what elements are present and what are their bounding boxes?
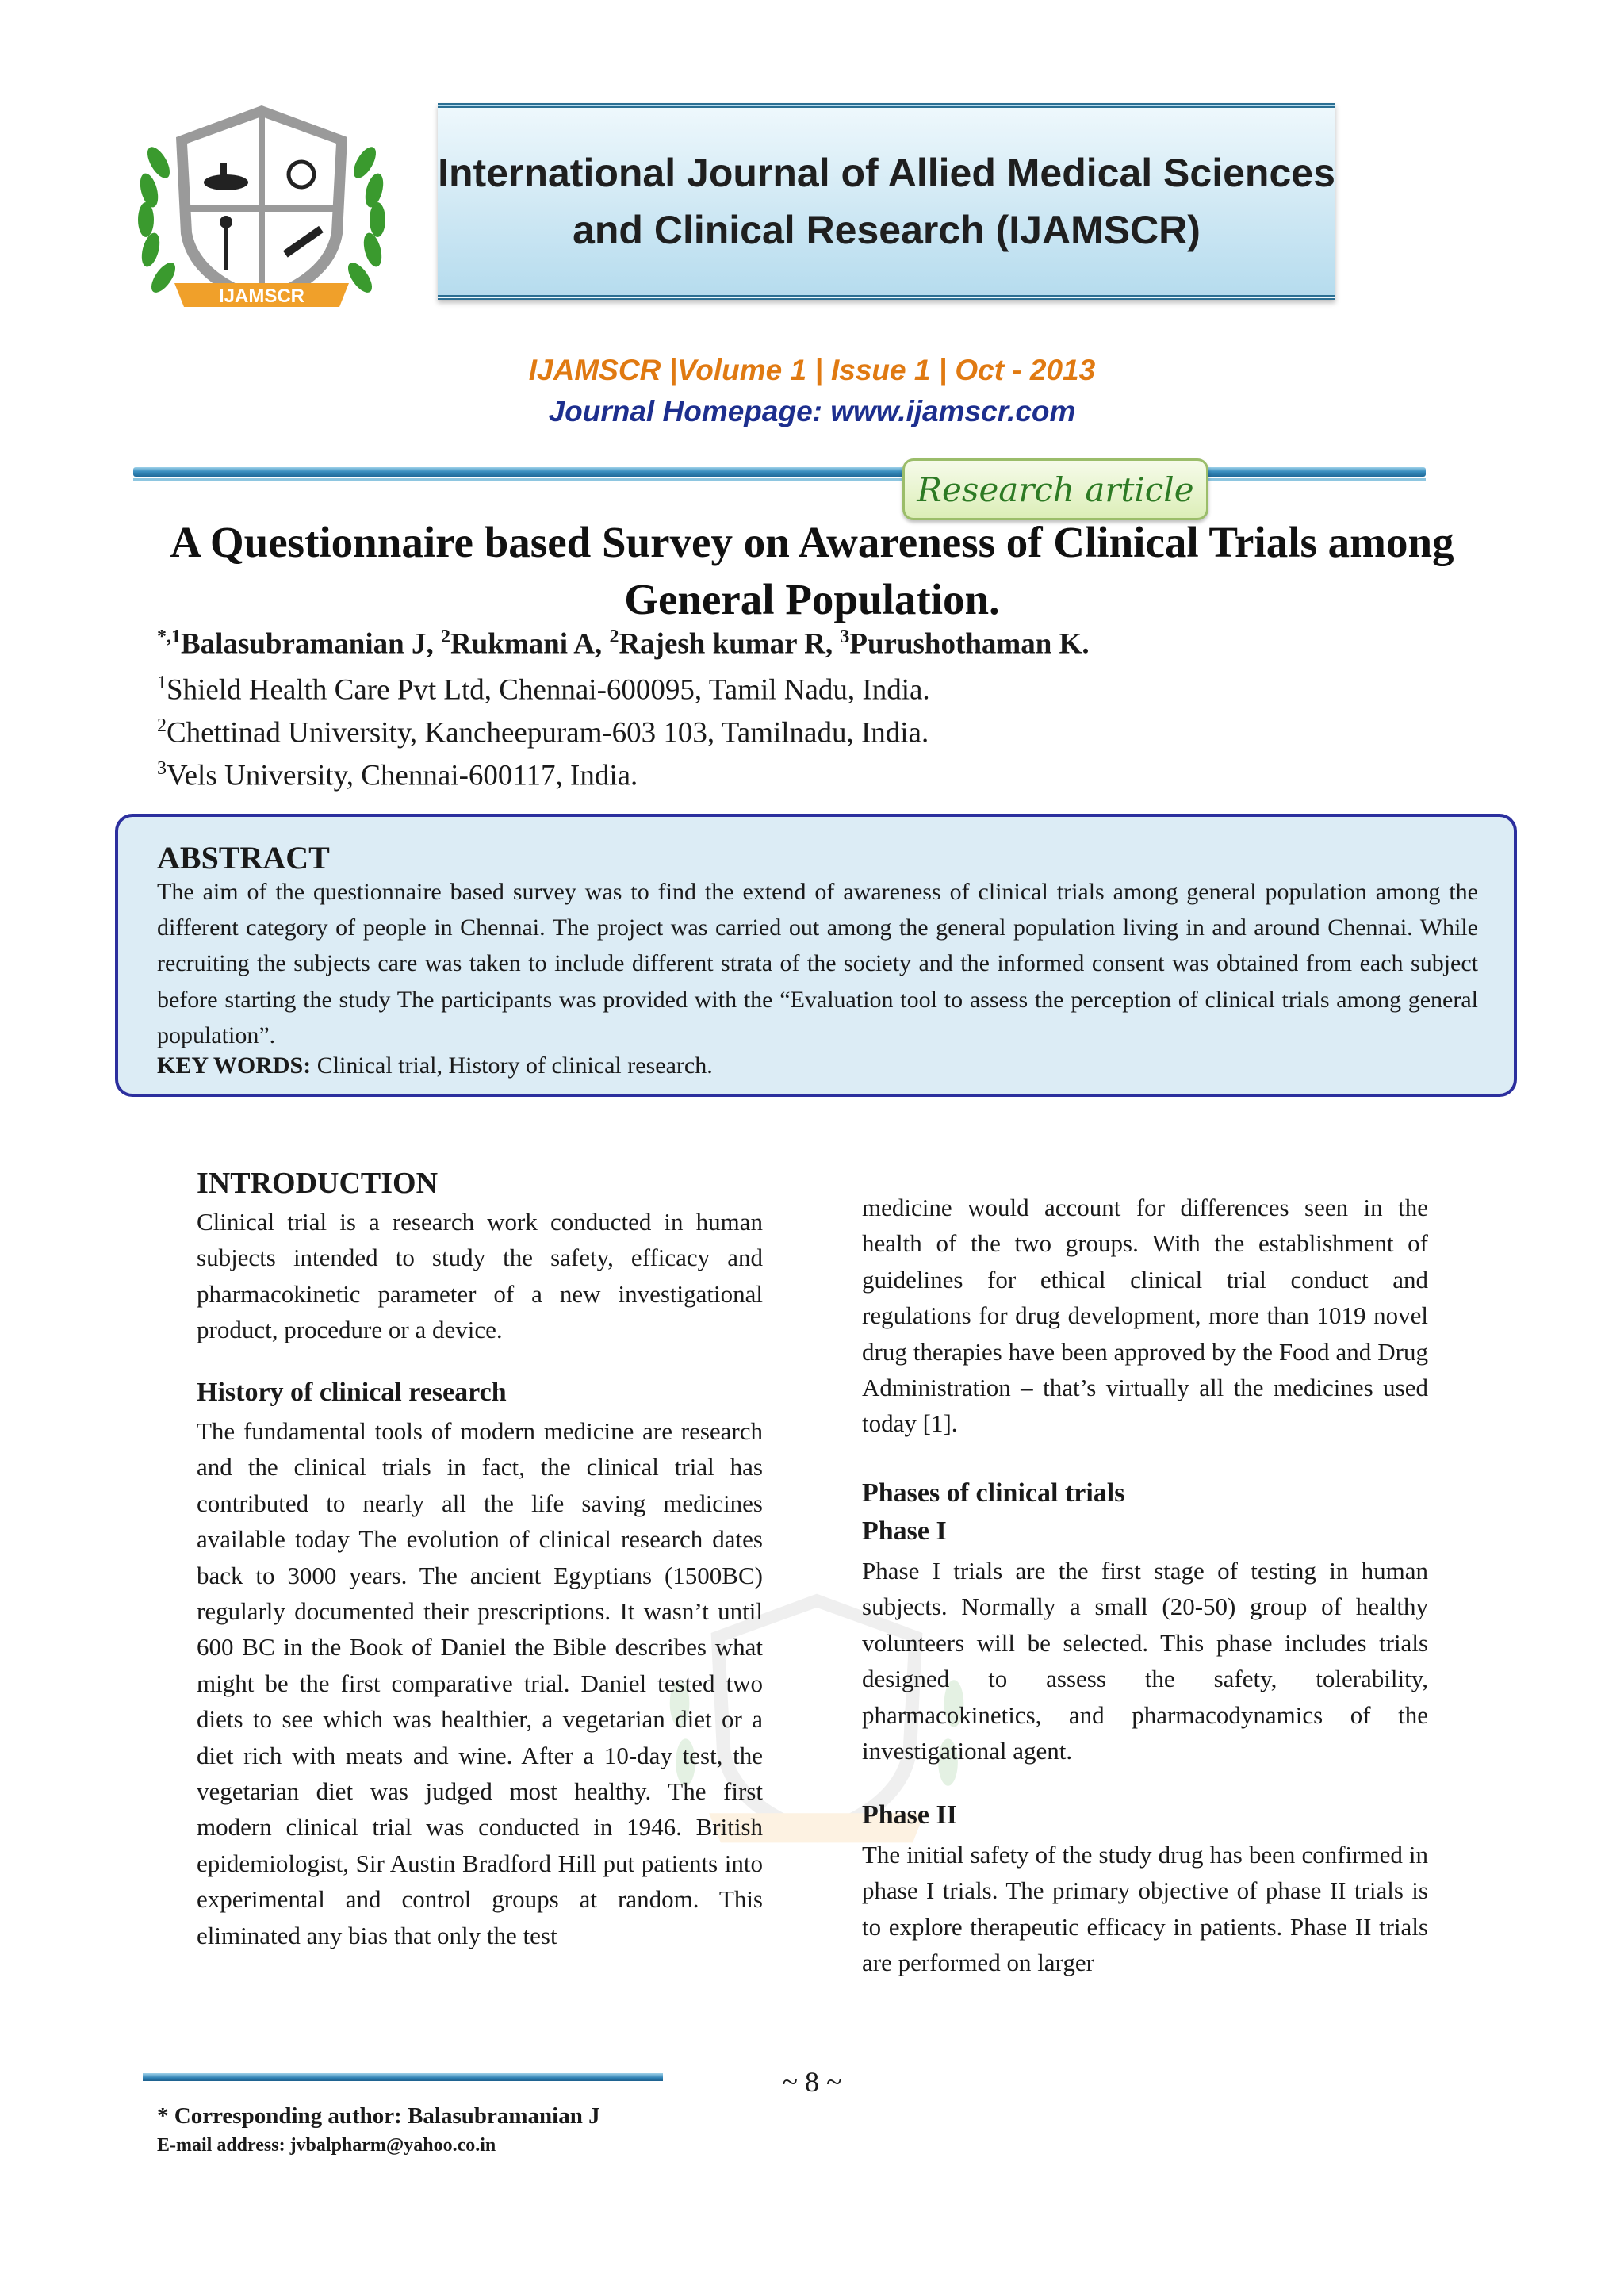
affiliation-sup: 3 xyxy=(157,758,167,779)
author-name: Rukmani A, xyxy=(450,627,603,661)
author-sup: 2 xyxy=(609,627,619,647)
journal-title-line2: and Clinical Research (IJAMSCR) xyxy=(573,208,1201,252)
history-paragraph: The fundamental tools of modern medicine are research and the clinical trials in fact, the clinical trial has contributed to nearly all the life saving medicines available today The evolution of clinical research dates back to 3000 years. The ancient Egyptians (1500BC) regularly documented their prescriptions. It wasn’t until 600 BC in the Book of Daniel the Bible describes what might be the first comparative trial. Daniel tested two diets to see which was healthier, a vegetarian diet or a diet rich with meats and wine. After a 10-day test, the vegetarian diet was judged most healthy. The first modern clinical trial was conducted in 1946. British epidemiologist, Sir Austin Bradford Hill put patients into experimental and control groups at random. This eliminated any bias that only the test xyxy=(197,1417,763,1949)
article-type-badge: Research article xyxy=(902,458,1208,520)
affiliation-text: Vels University, Chennai-600117, India. xyxy=(167,759,638,792)
section-heading-history: History of clinical research xyxy=(197,1378,507,1407)
issue-line: IJAMSCR |Volume 1 | Issue 1 | Oct - 2013 xyxy=(528,354,1096,386)
journal-logo xyxy=(127,99,396,337)
keywords xyxy=(157,1052,713,1079)
section-heading-phase2: Phase II xyxy=(862,1800,957,1830)
author-name: Purushothaman K. xyxy=(849,627,1090,661)
author-sup: *,1 xyxy=(157,627,181,647)
article-title: A Questionnaire based Survey on Awareness of Clinical Trials among General Population. xyxy=(170,518,1454,623)
keywords-label: KEY WORDS: xyxy=(157,1052,312,1079)
logo-text: IJAMSCR xyxy=(218,286,305,307)
author-name: Balasubramanian J xyxy=(181,627,427,661)
author-sup: 3 xyxy=(840,627,850,647)
header-rule-thin xyxy=(133,478,1426,481)
affiliation-sup: 1 xyxy=(157,673,167,693)
corresponding-author: * Corresponding author: Balasubramanian J xyxy=(157,2103,600,2129)
header-rule xyxy=(133,467,1426,477)
abstract-heading: ABSTRACT xyxy=(157,840,330,876)
phase2-paragraph: The initial safety of the study drug has been confirmed in phase I trials. The primary objective of phase II trials is to explore therapeutic efficacy in patients. Phase II trials are performed on larger xyxy=(862,1841,1428,1977)
continued-paragraph: medicine would account for differences seen in the health of the two groups. With the establishment of guidelines for ethical clinical trial conduct and regulations for drug development, more than 1019 novel drug therapies have been approved by the Food and Drug Administration – that’s virtually all the medicines used today [1]. xyxy=(862,1194,1428,1438)
section-heading-phase1: Phase I xyxy=(862,1516,947,1546)
author-list: $^{*,1}$Balasubramanian J, $^2$Rukmani A, $^2$Rajesh kumar R, $^3$Purushothaman K. xyxy=(157,627,1090,661)
section-heading-introduction: INTRODUCTION xyxy=(197,1167,439,1200)
affiliation xyxy=(157,673,930,707)
section-heading-phases: Phases of clinical trials xyxy=(862,1478,1125,1508)
page-number: ~ 8 ~ xyxy=(782,2066,842,2098)
keywords-text: Clinical trial, History of clinical research. xyxy=(311,1052,713,1079)
affiliation xyxy=(157,715,929,749)
journal-title-line1: International Journal of Allied Medical Sciences xyxy=(438,151,1335,195)
affiliation-sup: 2 xyxy=(157,715,167,736)
author-sup: 2 xyxy=(440,627,450,647)
affiliation-text: Shield Health Care Pvt Ltd, Chennai-600095, Tamil Nadu, India. xyxy=(167,673,930,707)
author-name: Rajesh kumar R, xyxy=(619,627,833,661)
homepage-line[interactable]: Journal Homepage: www.ijamscr.com xyxy=(548,395,1076,427)
abstract-text: The aim of the questionnaire based survey was to find the extend of awareness of clinical trials among general population among the different category of people in Chennai. The project was carried out among the general population living in and around Chennai. While recruiting the subjects care was taken to include different strata of the society and the informed consent was obtained from each subject before starting the study The participants was provided with the “Evaluation tool to assess the perception of clinical trials among general population”. xyxy=(157,879,1478,1048)
journal-title-banner xyxy=(438,103,1335,300)
author-email[interactable]: E-mail address: jvbalpharm@yahoo.co.in xyxy=(157,2135,496,2156)
phase1-paragraph: Phase I trials are the first stage of testing in human subjects. Normally a small (20-50) group of healthy volunteers will be selected. This phase includes trials designed to assess the safety, tolerability, pharmacokinetics, and pharmacodynamics of the investigational agent. xyxy=(862,1557,1428,1765)
intro-paragraph: Clinical trial is a research work conducted in human subjects intended to study the safety, efficacy and pharmacokinetic parameter of a new investigational product, procedure or a device. xyxy=(197,1208,763,1344)
affiliation-text: Chettinad University, Kancheepuram-603 103, Tamilnadu, India. xyxy=(167,716,929,749)
affiliation xyxy=(157,758,638,792)
